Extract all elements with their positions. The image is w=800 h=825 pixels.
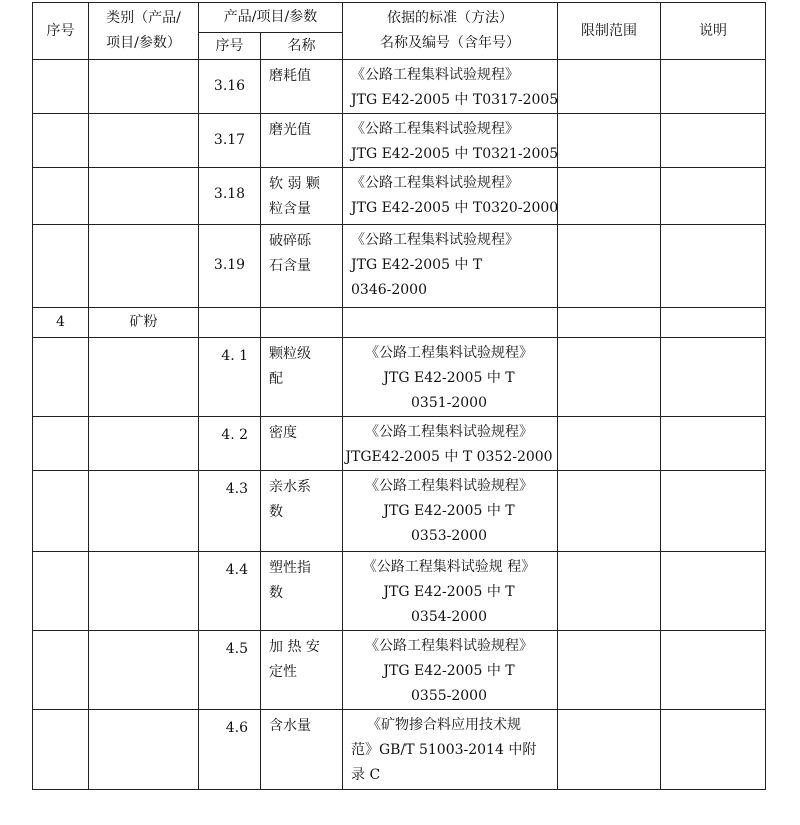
name-line: 粒含量 [269,201,311,217]
cell-standard [343,471,558,552]
cell-category [89,471,199,552]
header-standard [343,3,558,60]
cell-standard [343,308,558,338]
name-line: 密度 [269,425,297,441]
table-row [33,471,766,552]
cell-seq: 4 [33,308,89,338]
cell-sub-seq: 4. 2 [199,417,261,471]
name-line: 数 [269,504,283,520]
std-line: JTG E42-2005 中 T0320-2000 [351,200,559,216]
name-line: 定性 [269,664,297,680]
cell-sub-seq: 4.6 [199,710,261,790]
header-standard-line1: 依据的标准（方法） [387,10,513,26]
cell-category [89,168,199,225]
cell-standard [343,168,558,225]
name-line: 磨耗值 [269,68,311,84]
std-line: 《公路工程集料试验规 程》 [362,559,536,575]
cell-limit [558,631,661,710]
table-row [33,225,766,308]
name-line: 数 [269,585,283,601]
cell-name [261,710,343,790]
cell-limit [558,338,661,417]
cell-note [661,631,766,710]
header-category-line1: 类别（产品/ [106,10,181,26]
cell-seq [33,552,89,631]
table-row [33,710,766,790]
cell-limit [558,60,661,114]
cell-category [89,631,199,710]
cell-limit [558,114,661,168]
std-line: 《公路工程集料试验规程》 [351,121,519,137]
header-standard-line2: 名称及编号（含年号） [380,35,520,51]
cell-seq [33,710,89,790]
std-line: 《公路工程集料试验规程》 [351,232,519,248]
cell-sub-seq: 3.16 [199,60,261,114]
cell-seq [33,417,89,471]
cell-seq [33,631,89,710]
cell-limit [558,710,661,790]
cell-name [261,338,343,417]
std-line: 录 C [351,767,381,783]
name-line: 颗粒级 [269,346,311,362]
cell-category [89,417,199,471]
cell-note [661,168,766,225]
cell-category [89,60,199,114]
std-line: JTG E42-2005 中 T [383,663,515,679]
table-row [33,552,766,631]
header-limit: 限制范围 [558,3,661,60]
cell-sub-seq: 4. 1 [199,338,261,417]
cell-limit [558,168,661,225]
std-line: 0354-2000 [411,609,487,625]
std-line: JTG E42-2005 中 T [383,584,515,600]
cell-note [661,338,766,417]
cell-name [261,168,343,225]
cell-note [661,225,766,308]
cell-note [661,60,766,114]
cell-sub-seq: 4.3 [199,471,261,552]
cell-limit [558,417,661,471]
cell-name [261,60,343,114]
header-note: 说明 [661,3,766,60]
std-line: 《公路工程集料试验规程》 [365,638,533,654]
header-seq: 序号 [33,3,89,60]
cell-category: 矿粉 [89,308,199,338]
name-line: 含水量 [269,718,311,734]
std-line: 《公路工程集料试验规程》 [365,345,533,361]
std-line: 0346-2000 [351,282,427,298]
std-line: JTG E42-2005 中 T0321-2005 [351,146,559,162]
cell-note [661,471,766,552]
cell-seq [33,60,89,114]
name-line: 石含量 [269,258,311,274]
header-sub-seq: 序号 [199,33,261,60]
cell-seq [33,225,89,308]
name-line: 破碎砾 [269,233,311,249]
std-line: JTG E42-2005 中 T [351,257,483,273]
std-line: 0351-2000 [411,395,487,411]
cell-note [661,114,766,168]
cell-category [89,338,199,417]
cell-limit [558,552,661,631]
name-line: 软 弱 颗 [269,176,320,192]
cell-seq [33,471,89,552]
cell-name [261,308,343,338]
cell-limit [558,471,661,552]
header-product-group: 产品/项目/参数 [199,3,343,33]
std-line: JTG E42-2005 中 T0317-2005 [351,92,559,108]
cell-sub-seq: 4.4 [199,552,261,631]
std-line: 0353-2000 [411,528,487,544]
cell-seq [33,168,89,225]
name-line: 加 热 安 [269,639,320,655]
std-line: 《矿物掺合料应用技术规 [367,717,521,733]
cell-standard [343,114,558,168]
header-sub-name: 名称 [261,33,343,60]
std-line: 《公路工程集料试验规程》 [351,175,519,191]
cell-seq [33,338,89,417]
cell-note [661,417,766,471]
name-line: 配 [269,371,283,387]
cell-note [661,308,766,338]
std-line: 范》GB/T 51003-2014 中附 [351,742,537,758]
table-row-category [33,308,766,338]
cell-standard [343,710,558,790]
table-row [33,114,766,168]
cell-category [89,225,199,308]
cell-category [89,114,199,168]
table-row [33,338,766,417]
header-category-line2: 项目/参数） [106,35,181,51]
cell-sub-seq: 3.18 [199,168,261,225]
cell-category [89,710,199,790]
std-line: 《公路工程集料试验规程》 [365,478,533,494]
cell-name [261,471,343,552]
table-row [33,60,766,114]
std-line: 0355-2000 [411,688,487,704]
cell-standard [343,417,558,471]
cell-standard [343,631,558,710]
cell-name [261,552,343,631]
table-row [33,168,766,225]
cell-category [89,552,199,631]
cell-sub-seq [199,308,261,338]
name-line: 亲水系 [269,479,311,495]
std-line: 《公路工程集料试验规程》 [365,424,533,440]
standards-table [32,2,766,790]
table-row [33,417,766,471]
cell-name [261,114,343,168]
header-category [89,3,199,60]
table-row [33,631,766,710]
cell-standard [343,60,558,114]
cell-note [661,710,766,790]
cell-limit [558,225,661,308]
cell-note [661,552,766,631]
std-line: JTG E42-2005 中 T [383,503,515,519]
cell-limit [558,308,661,338]
cell-name [261,631,343,710]
std-line: 《公路工程集料试验规程》 [351,67,519,83]
cell-name [261,417,343,471]
cell-sub-seq: 4.5 [199,631,261,710]
cell-standard [343,338,558,417]
cell-sub-seq: 3.17 [199,114,261,168]
cell-seq [33,114,89,168]
cell-standard [343,552,558,631]
std-line: JTGE42-2005 中 T 0352-2000 [345,449,553,465]
cell-name [261,225,343,308]
cell-sub-seq: 3.19 [199,225,261,308]
cell-standard [343,225,558,308]
std-line: JTG E42-2005 中 T [383,370,515,386]
name-line: 磨光值 [269,122,311,138]
name-line: 塑性指 [269,560,311,576]
